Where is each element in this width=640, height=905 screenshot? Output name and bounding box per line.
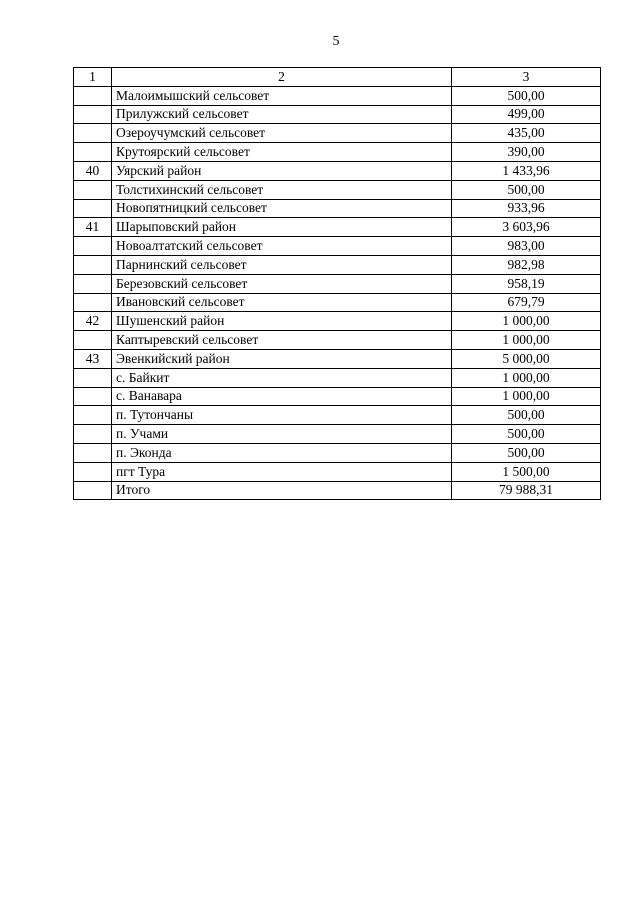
row-name-cell: Шарыповский район bbox=[112, 218, 452, 237]
row-name-cell: с. Байкит bbox=[112, 368, 452, 387]
row-name-cell: Эвенкийский район bbox=[112, 349, 452, 368]
row-value-cell: 1 000,00 bbox=[452, 387, 601, 406]
table-row bbox=[74, 86, 601, 105]
header-cell-name: 2 bbox=[112, 68, 452, 87]
row-number-cell bbox=[74, 199, 112, 218]
table-row bbox=[74, 255, 601, 274]
row-name-cell: Шушенский район bbox=[112, 312, 452, 331]
row-name-cell: Прилужский сельсовет bbox=[112, 105, 452, 124]
row-name-cell: Крутоярский сельсовет bbox=[112, 143, 452, 162]
row-value-cell: 500,00 bbox=[452, 86, 601, 105]
row-value-cell: 1 000,00 bbox=[452, 312, 601, 331]
row-name-cell: Уярский район bbox=[112, 161, 452, 180]
row-name-cell: Новоалтатский сельсовет bbox=[112, 237, 452, 256]
row-value-cell: 500,00 bbox=[452, 406, 601, 425]
table-row bbox=[74, 143, 601, 162]
row-number-cell bbox=[74, 237, 112, 256]
row-name-cell: Толстихинский сельсовет bbox=[112, 180, 452, 199]
row-number-cell bbox=[74, 274, 112, 293]
row-name-cell: п. Тутончаны bbox=[112, 406, 452, 425]
table-header-row bbox=[74, 68, 601, 87]
table-row bbox=[74, 368, 601, 387]
table-row bbox=[74, 443, 601, 462]
row-number-cell bbox=[74, 105, 112, 124]
row-value-cell: 500,00 bbox=[452, 180, 601, 199]
table-row bbox=[74, 331, 601, 350]
table-row bbox=[74, 481, 601, 500]
row-name-cell: Парнинский сельсовет bbox=[112, 255, 452, 274]
table-row bbox=[74, 425, 601, 444]
row-value-cell: 1 000,00 bbox=[452, 368, 601, 387]
row-number-cell bbox=[74, 255, 112, 274]
row-number-cell bbox=[74, 443, 112, 462]
table-row bbox=[74, 218, 601, 237]
allocation-table bbox=[73, 67, 601, 500]
row-number-cell bbox=[74, 143, 112, 162]
row-value-cell: 958,19 bbox=[452, 274, 601, 293]
table-row bbox=[74, 161, 601, 180]
row-value-cell: 982,98 bbox=[452, 255, 601, 274]
row-name-cell: Итого bbox=[112, 481, 452, 500]
row-value-cell: 499,00 bbox=[452, 105, 601, 124]
row-number-cell bbox=[74, 387, 112, 406]
row-number-cell bbox=[74, 368, 112, 387]
row-value-cell: 679,79 bbox=[452, 293, 601, 312]
page-number: 5 bbox=[332, 34, 340, 49]
row-value-cell: 5 000,00 bbox=[452, 349, 601, 368]
row-value-cell: 3 603,96 bbox=[452, 218, 601, 237]
row-value-cell: 983,00 bbox=[452, 237, 601, 256]
row-value-cell: 1 500,00 bbox=[452, 462, 601, 481]
row-value-cell: 933,96 bbox=[452, 199, 601, 218]
table-row bbox=[74, 312, 601, 331]
row-number-cell bbox=[74, 293, 112, 312]
row-name-cell: Новопятницкий сельсовет bbox=[112, 199, 452, 218]
row-value-cell: 500,00 bbox=[452, 443, 601, 462]
row-number-cell bbox=[74, 462, 112, 481]
table-row bbox=[74, 237, 601, 256]
row-name-cell: Березовский сельсовет bbox=[112, 274, 452, 293]
table-row bbox=[74, 124, 601, 143]
row-name-cell: пгт Тура bbox=[112, 462, 452, 481]
row-name-cell: Озероучумский сельсовет bbox=[112, 124, 452, 143]
row-number-cell: 42 bbox=[74, 312, 112, 331]
table-row bbox=[74, 406, 601, 425]
row-name-cell: Ивановский сельсовет bbox=[112, 293, 452, 312]
row-value-cell: 435,00 bbox=[452, 124, 601, 143]
row-value-cell: 1 433,96 bbox=[452, 161, 601, 180]
table-body bbox=[74, 68, 601, 500]
table-row bbox=[74, 293, 601, 312]
header-cell-num: 1 bbox=[74, 68, 112, 87]
table-row bbox=[74, 387, 601, 406]
row-number-cell bbox=[74, 481, 112, 500]
row-name-cell: с. Ванавара bbox=[112, 387, 452, 406]
table-row bbox=[74, 274, 601, 293]
row-name-cell: Каптыревский сельсовет bbox=[112, 331, 452, 350]
table-row bbox=[74, 199, 601, 218]
row-number-cell: 40 bbox=[74, 161, 112, 180]
row-name-cell: Малоимышский сельсовет bbox=[112, 86, 452, 105]
table-row bbox=[74, 462, 601, 481]
row-number-cell: 41 bbox=[74, 218, 112, 237]
row-number-cell bbox=[74, 331, 112, 350]
row-name-cell: п. Учами bbox=[112, 425, 452, 444]
table-row bbox=[74, 349, 601, 368]
row-value-cell: 500,00 bbox=[452, 425, 601, 444]
row-number-cell: 43 bbox=[74, 349, 112, 368]
row-number-cell bbox=[74, 406, 112, 425]
header-cell-value: 3 bbox=[452, 68, 601, 87]
row-number-cell bbox=[74, 425, 112, 444]
row-value-cell: 1 000,00 bbox=[452, 331, 601, 350]
row-number-cell bbox=[74, 86, 112, 105]
row-name-cell: п. Эконда bbox=[112, 443, 452, 462]
table-row bbox=[74, 180, 601, 199]
row-number-cell bbox=[74, 124, 112, 143]
table-row bbox=[74, 105, 601, 124]
row-value-cell: 79 988,31 bbox=[452, 481, 601, 500]
row-value-cell: 390,00 bbox=[452, 143, 601, 162]
row-number-cell bbox=[74, 180, 112, 199]
